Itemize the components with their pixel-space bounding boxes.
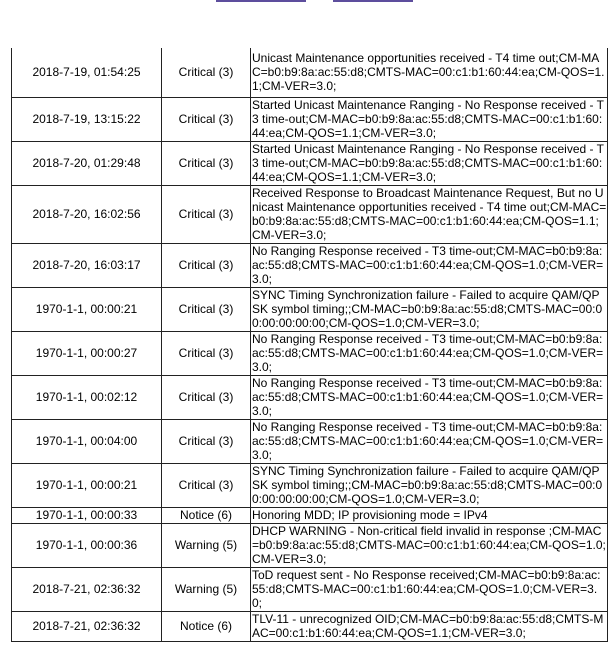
event-description: ToD request sent - No Response received;CM-MAC=b0:b9:8a:ac:55:d8;CMTS-MAC=00:c1:b1:60:44:ea;CM-QOS=1.0;CM-VER=3.0; <box>251 567 608 611</box>
event-priority: Critical (3) <box>162 287 251 331</box>
event-time: 1970-1-1, 00:04:00 <box>12 419 162 463</box>
event-priority: Critical (3) <box>162 141 251 185</box>
table-row <box>12 567 608 611</box>
event-time: 1970-1-1, 00:00:21 <box>12 463 162 507</box>
event-time: 1970-1-1, 00:00:27 <box>12 331 162 375</box>
event-time: 2018-7-20, 16:02:56 <box>12 185 162 243</box>
event-description: No Ranging Response received - T3 time-out;CM-MAC=b0:b9:8a:ac:55:d8;CMTS-MAC=00:c1:b1:60:44:ea;CM-QOS=1.0;CM-VER=3.0; <box>251 243 608 287</box>
table-row <box>12 331 608 375</box>
event-description: Started Unicast Maintenance Ranging - No Response received - T3 time-out;CM-MAC=b0:b9:8a:ac:55:d8;CMTS-MAC=00:c1:b1:60:44:ea;CM-QOS=1.1;CM-VER=3.0; <box>251 141 608 185</box>
event-time: 2018-7-21, 02:36:32 <box>12 567 162 611</box>
table-row <box>12 463 608 507</box>
event-priority: Warning (5) <box>162 567 251 611</box>
event-time: 1970-1-1, 00:00:36 <box>12 523 162 567</box>
event-time: 2018-7-20, 01:29:48 <box>12 141 162 185</box>
event-time: 1970-1-1, 00:02:12 <box>12 375 162 419</box>
event-description: No Ranging Response received - T3 time-out;CM-MAC=b0:b9:8a:ac:55:d8;CMTS-MAC=00:c1:b1:60:44:ea;CM-QOS=1.0;CM-VER=3.0; <box>251 419 608 463</box>
event-description: SYNC Timing Synchronization failure - Failed to acquire QAM/QPSK symbol timing;;CM-MAC=b0:b9:8a:ac:55:d8;CMTS-MAC=00:00:00:00:00:00;CM-QOS=1.0;CM-VER=3.0; <box>251 287 608 331</box>
event-log-body <box>12 48 608 641</box>
event-priority: Critical (3) <box>162 419 251 463</box>
table-row <box>12 419 608 463</box>
event-priority: Critical (3) <box>162 48 251 97</box>
event-description: No Ranging Response received - T3 time-out;CM-MAC=b0:b9:8a:ac:55:d8;CMTS-MAC=00:c1:b1:60:44:ea;CM-QOS=1.0;CM-VER=3.0; <box>251 331 608 375</box>
event-priority: Notice (6) <box>162 611 251 641</box>
event-description: TLV-11 - unrecognized OID;CM-MAC=b0:b9:8a:ac:55:d8;CMTS-MAC=00:c1:b1:60:44:ea;CM-QOS=1.1;CM-VER=3.0; <box>251 611 608 641</box>
nav-tab-indicator[interactable] <box>216 0 306 2</box>
event-description: No Ranging Response received - T3 time-out;CM-MAC=b0:b9:8a:ac:55:d8;CMTS-MAC=00:c1:b1:60:44:ea;CM-QOS=1.0;CM-VER=3.0; <box>251 375 608 419</box>
event-log-table <box>11 48 608 642</box>
event-priority: Critical (3) <box>162 185 251 243</box>
event-description: DHCP WARNING - Non-critical field invalid in response ;CM-MAC=b0:b9:8a:ac:55:d8;CMTS-MAC=00:c1:b1:60:44:ea;CM-QOS=1.0;CM-VER=3.0; <box>252 524 606 566</box>
event-time: 1970-1-1, 00:00:21 <box>12 287 162 331</box>
event-time: 2018-7-21, 02:36:32 <box>12 611 162 641</box>
event-priority: Critical (3) <box>162 463 251 507</box>
event-description: Honoring MDD; IP provisioning mode = IPv4 <box>251 507 608 523</box>
table-row <box>12 97 608 141</box>
event-priority: Warning (5) <box>162 523 251 567</box>
event-time: 1970-1-1, 00:00:33 <box>12 507 162 523</box>
event-description: SYNC Timing Synchronization failure - Failed to acquire QAM/QPSK symbol timing;;CM-MAC=b0:b9:8a:ac:55:d8;CMTS-MAC=00:00:00:00:00:00;CM-QOS=1.0;CM-VER=3.0; <box>251 463 608 507</box>
event-priority: Critical (3) <box>162 97 251 141</box>
table-row <box>12 523 608 567</box>
event-description: Started Unicast Maintenance Ranging - No Response received - T3 time-out;CM-MAC=b0:b9:8a:ac:55:d8;CMTS-MAC=00:c1:b1:60:44:ea;CM-QOS=1.1;CM-VER=3.0; <box>251 97 608 141</box>
table-row <box>12 507 608 523</box>
table-row <box>12 287 608 331</box>
event-time: 2018-7-19, 13:15:22 <box>12 97 162 141</box>
table-row <box>12 611 608 641</box>
event-priority: Critical (3) <box>162 243 251 287</box>
table-row <box>12 185 608 243</box>
table-row <box>12 141 608 185</box>
table-row <box>12 48 608 97</box>
event-description: Unicast Maintenance opportunities received - T4 time out;CM-MAC=b0:b9:8a:ac:55:d8;CMTS-MAC=00:c1:b1:60:44:ea;CM-QOS=1.1;CM-VER=3.0; <box>251 48 608 97</box>
event-description: Received Response to Broadcast Maintenance Request, But no Unicast Maintenance opportunities received - T4 time out;CM-MAC=b0:b9:8a:ac:55:d8;CMTS-MAC=00:c1:b1:60:44:ea;CM-QOS=1.1;CM-VER=3.0; <box>252 186 607 242</box>
nav-tab-indicator[interactable] <box>333 0 413 2</box>
event-time: 2018-7-20, 16:03:17 <box>12 243 162 287</box>
event-priority: Critical (3) <box>162 375 251 419</box>
event-time: 2018-7-19, 01:54:25 <box>12 48 162 97</box>
table-row <box>12 243 608 287</box>
table-row <box>12 375 608 419</box>
event-priority: Critical (3) <box>162 331 251 375</box>
event-priority: Notice (6) <box>162 507 251 523</box>
